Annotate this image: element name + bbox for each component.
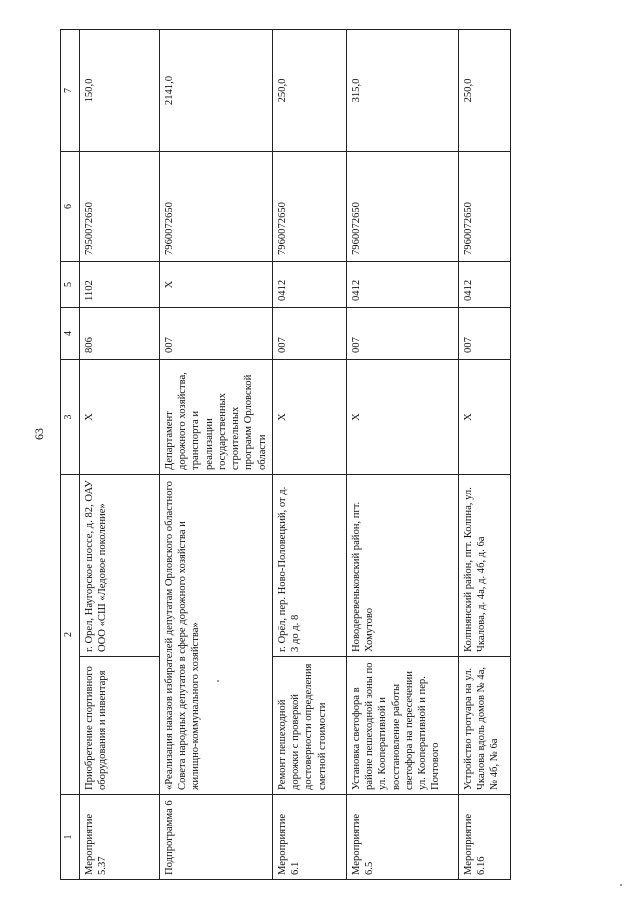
cell-item: Мероприятие 5.37 — [80, 795, 160, 880]
cell-amount: 150,0 — [80, 30, 160, 152]
cell-code-4: 007 — [272, 308, 346, 360]
cell-code-4: 007 — [346, 308, 458, 360]
col-header-6: 6 — [61, 152, 80, 262]
cell-code-5: 0412 — [458, 262, 510, 308]
cell-code-6: 7960072650 — [458, 152, 510, 262]
col-header-2: 2 — [61, 475, 80, 795]
col-header-3: 3 — [61, 360, 80, 475]
col-header-1: 1 — [61, 795, 80, 880]
table-row — [346, 30, 458, 880]
cell-item: Мероприятие 6.16 — [458, 795, 510, 880]
cell-code-5: Х — [160, 262, 273, 308]
table-row — [160, 30, 273, 880]
cell-item: Мероприятие 6.1 — [272, 795, 346, 880]
page-number: 63 — [32, 428, 46, 440]
scan-speck — [217, 680, 219, 682]
cell-item: Мероприятие 6.5 — [346, 795, 458, 880]
scan-speck — [620, 884, 622, 886]
cell-code-5: 0412 — [272, 262, 346, 308]
cell-executor: Х — [272, 360, 346, 475]
col-header-4: 4 — [61, 308, 80, 360]
cell-code-4: 007 — [160, 308, 273, 360]
cell-executor: Департамент дорожного хозяйства, транспорта и реализации государственных строительных программ Орловской области — [160, 360, 273, 475]
cell-code-6: 7960072650 — [346, 152, 458, 262]
cell-address: Новодеревеньковский район, пгт. Хомутово — [346, 475, 458, 657]
budget-table — [60, 29, 511, 880]
cell-description: Установка светофора в районе пешеходной зоны по ул. Кооперативной и восстановление работы светофора на пересечении ул. Кооперативной и пер. Почтового — [346, 657, 458, 795]
table-row — [272, 30, 346, 880]
cell-description: Приобретение спортивного оборудования и инвентаря — [80, 657, 160, 795]
header-row — [61, 30, 80, 880]
cell-code-6: 7950072650 — [80, 152, 160, 262]
cell-amount: 250,0 — [272, 30, 346, 152]
cell-address: Колпнянский район, пгт. Колпна, ул. Чкалова, д. 4а, д. 4б, д. 6а — [458, 475, 510, 657]
cell-address: г. Орел, Наугорское шоссе, д. 82, ОАУ ООО «СШ «Ледовое поколение» — [80, 475, 160, 657]
rotated-table-wrapper — [60, 30, 580, 880]
cell-code-6: 7960072650 — [160, 152, 273, 262]
cell-code-5: 1102 — [80, 262, 160, 308]
cell-code-6: 7960072650 — [272, 152, 346, 262]
cell-description: Устройство тротуара на ул. Чкалова вдоль домов № 4а, № 4б, № 6а — [458, 657, 510, 795]
cell-description: Ремонт пешеходной дорожки с проверкой достоверности определения сметной стоимости — [272, 657, 346, 795]
cell-address: г. Орёл, пер. Ново-Половецкий, от д. 3 до д. 8 — [272, 475, 346, 657]
cell-code-4: 007 — [458, 308, 510, 360]
col-header-5: 5 — [61, 262, 80, 308]
cell-executor: Х — [346, 360, 458, 475]
cell-amount: 315,0 — [346, 30, 458, 152]
cell-executor: Х — [80, 360, 160, 475]
table-row — [458, 30, 510, 880]
cell-code-5: 0412 — [346, 262, 458, 308]
cell-item: Подпрограмма 6 — [160, 795, 273, 880]
col-header-7: 7 — [61, 30, 80, 152]
cell-code-4: 806 — [80, 308, 160, 360]
cell-amount: 250,0 — [458, 30, 510, 152]
cell-program-title: «Реализация наказов избирателей депутатам Орловского областного Совета народных депутатов в сфере дорожного хозяйства и жилищно-коммунального хозяйства» — [160, 475, 273, 795]
cell-amount: 2141,0 — [160, 30, 273, 152]
cell-executor: Х — [458, 360, 510, 475]
table-row — [80, 30, 160, 880]
